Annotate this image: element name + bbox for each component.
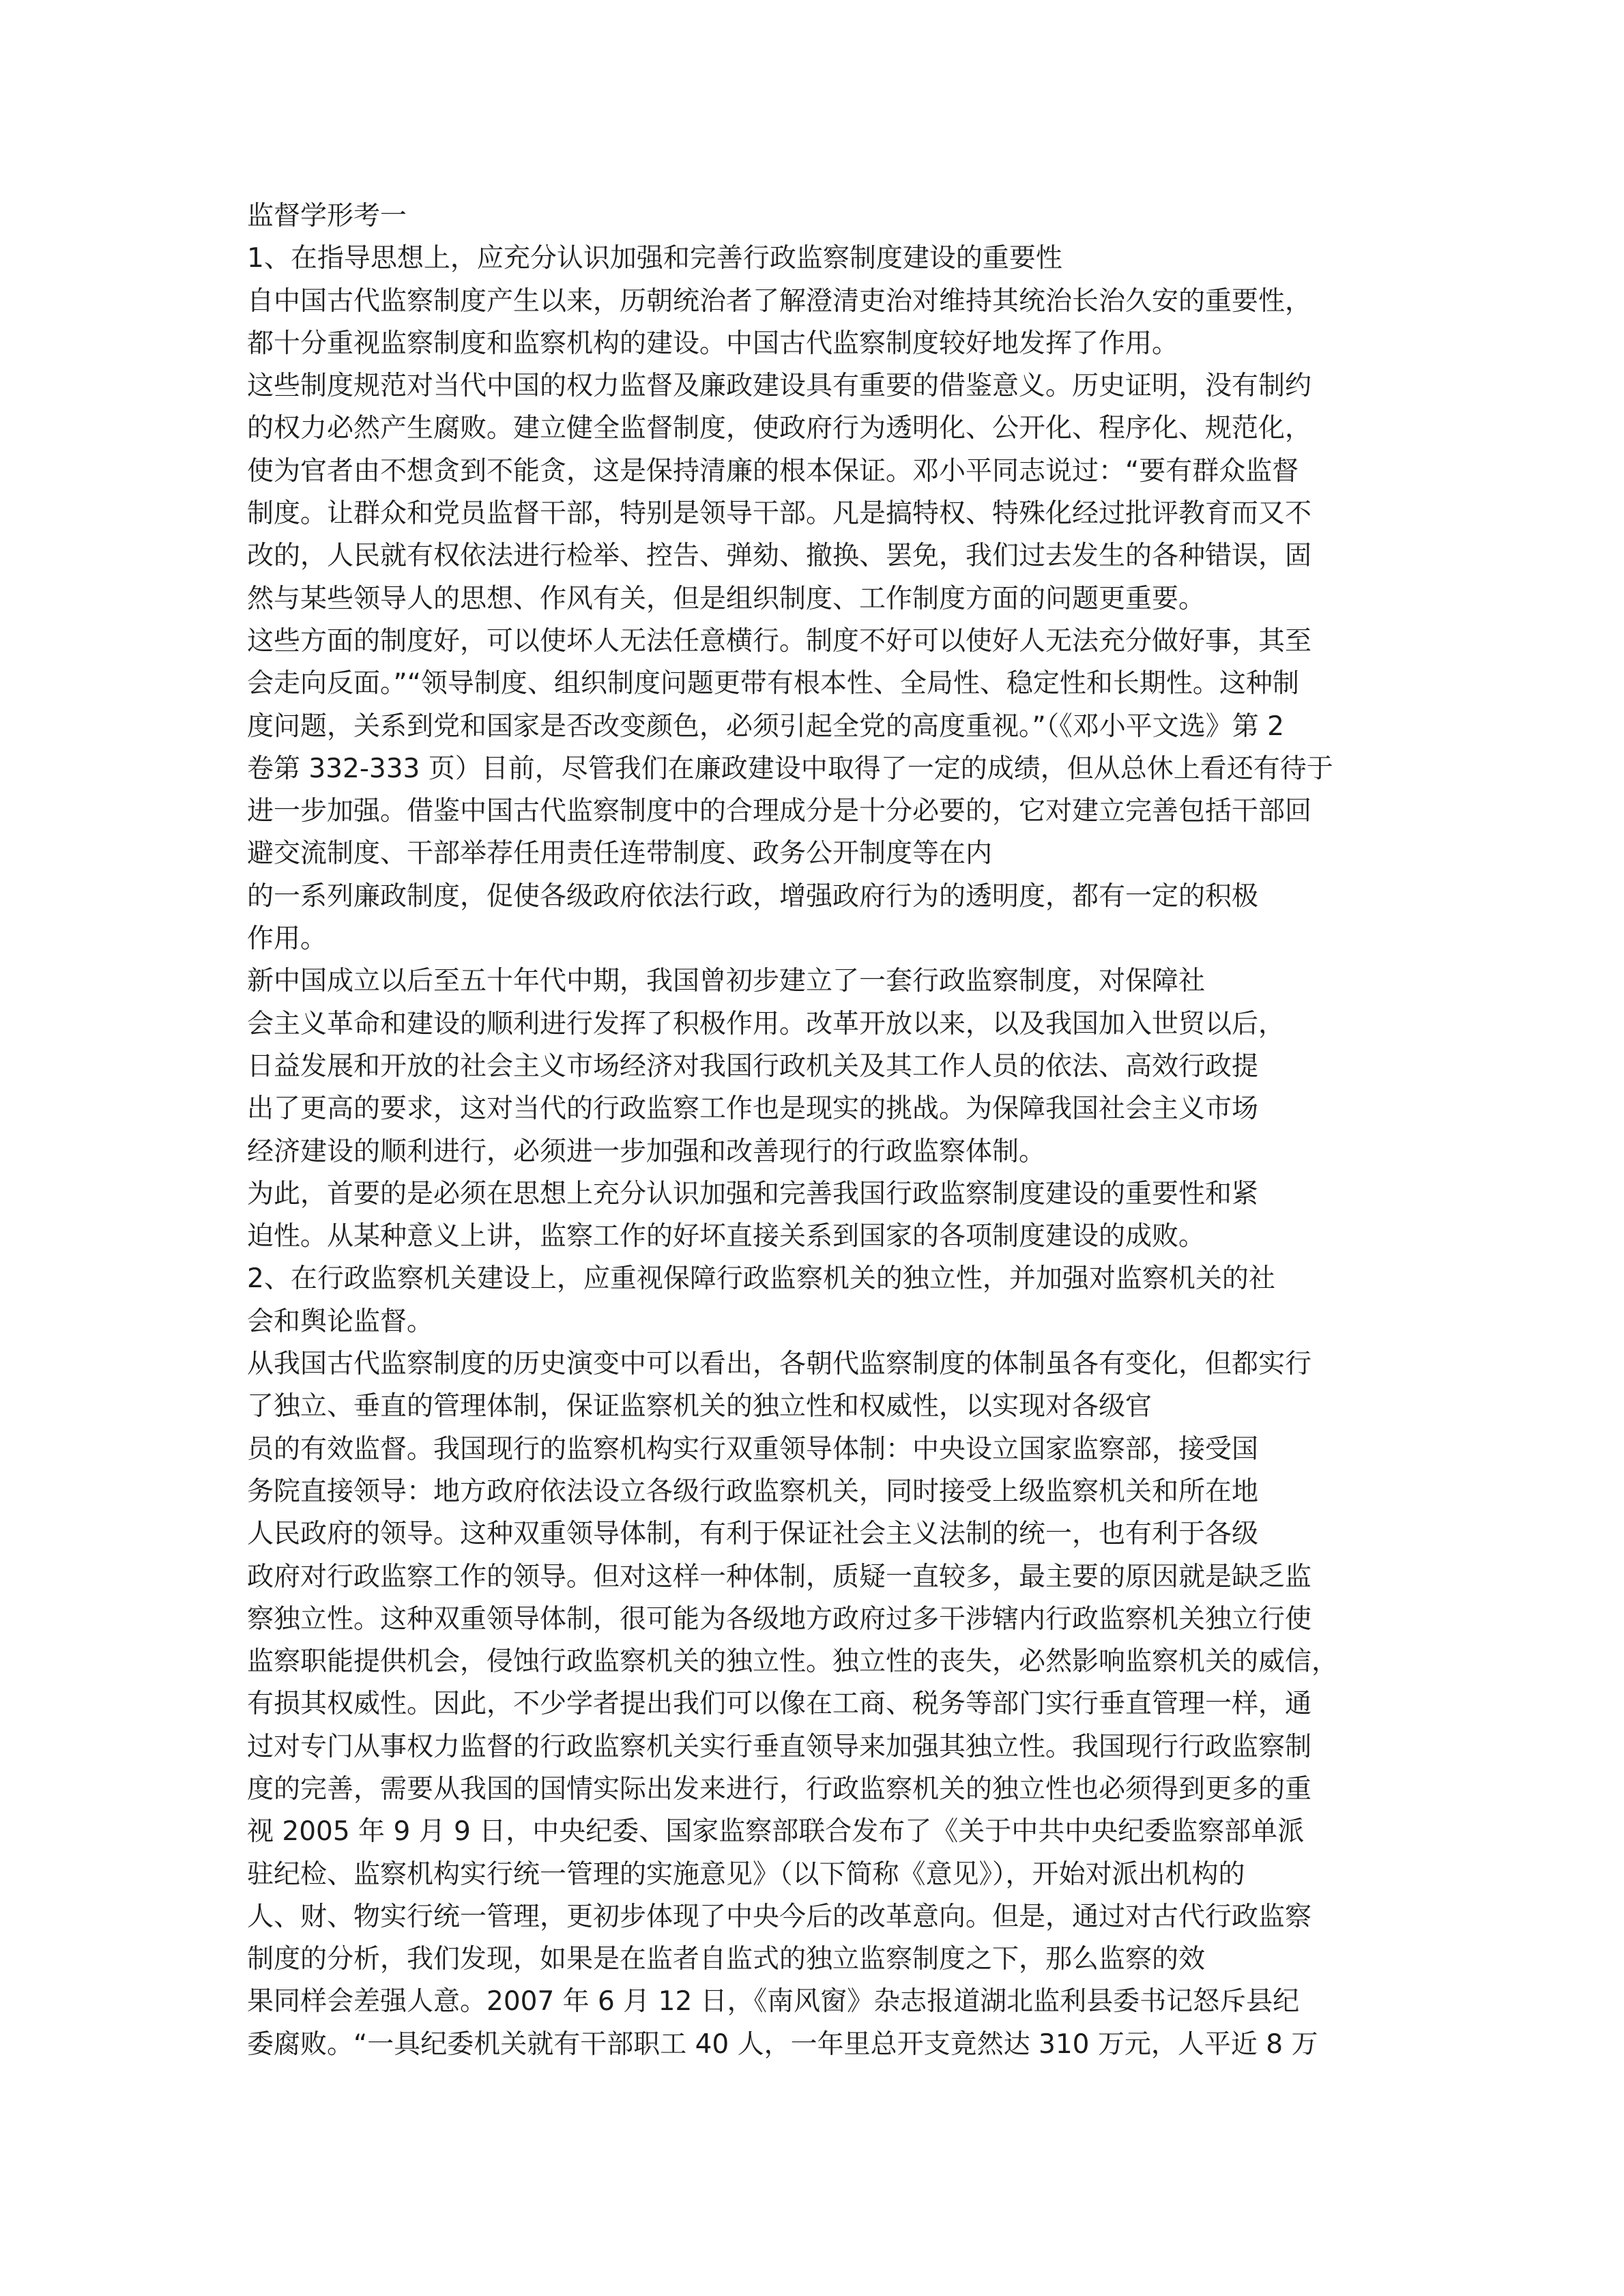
text-line: 都十分重视监察制度和监察机构的建设。中国古代监察制度较好地发挥了作用。 bbox=[247, 328, 1179, 359]
text-line: 度问题，关系到党和国家是否改变颜色，必须引起全党的高度重视。”（《邓小平文选》第 2 bbox=[247, 711, 1284, 742]
text-line: 务院直接领导：地方政府依法设立各级行政监察机关，同时接受上级监察机关和所在地 bbox=[247, 1476, 1259, 1507]
text-line: 制度的分析，我们发现，如果是在监者自监式的独立监察制度之下，那么监察的效 bbox=[247, 1944, 1206, 1975]
text-line: 卷第 332-333 页）目前，尽管我们在廉政建设中取得了一定的成绩，但从总休上看还有待于 bbox=[247, 753, 1333, 784]
text-line: 了独立、垂直的管理体制，保证监察机关的独立性和权威性，以实现对各级官 bbox=[247, 1391, 1152, 1422]
text-line: 改的，人民就有权依法进行检举、控告、弹劾、撤换、罢免，我们过去发生的各种错误，固 bbox=[247, 541, 1312, 572]
text-line: 新中国成立以后至五十年代中期，我国曾初步建立了一套行政监察制度，对保障社 bbox=[247, 966, 1206, 997]
document-body bbox=[247, 195, 1393, 2108]
text-line: 有损其权威性。因此，不少学者提出我们可以像在工商、税务等部门实行垂直管理一样，通 bbox=[247, 1689, 1312, 1720]
text-line: 委腐败。“一具纪委机关就有干部职工 40 人，一年里总开支竟然达 310 万元，人平近 8 万 bbox=[247, 2028, 1318, 2060]
text-line: 这些方面的制度好，可以使坏人无法任意横行。制度不好可以使好人无法充分做好事，其至 bbox=[247, 625, 1312, 657]
text-line: 避交流制度、干部举荐任用责任连带制度、政务公开制度等在内 bbox=[247, 838, 993, 870]
text-line bbox=[247, 2066, 1393, 2108]
text-line: 日益发展和开放的社会主义市场经济对我国行政机关及其工作人员的依法、高效行政提 bbox=[247, 1050, 1259, 1082]
text-line: 过对专门从事权力监督的行政监察机关实行垂直领导来加强其独立性。我国现行行政监察制 bbox=[247, 1731, 1312, 1762]
text-line: 人、财、物实行统一管理，更初步体现了中央今后的改革意向。但是，通过对古代行政监察 bbox=[247, 1901, 1312, 1932]
text-line: 监察职能提供机会，侵蚀行政监察机关的独立性。独立性的丧失，必然影响监察机关的威信， bbox=[247, 1646, 1339, 1678]
text-line: 的权力必然产生腐败。建立健全监督制度，使政府行为透明化、公开化、程序化、规范化， bbox=[247, 413, 1312, 444]
text-line: 驻纪检、监察机构实行统一管理的实施意见》（以下简称《意见》），开始对派出机构的 bbox=[247, 1859, 1245, 1890]
text-line: 为此，首要的是必须在思想上充分认识加强和完善我国行政监察制度建设的重要性和紧 bbox=[247, 1178, 1259, 1209]
text-line: 度的完善，需要从我国的国情实际出发来进行，行政监察机关的独立性也必须得到更多的重 bbox=[247, 1773, 1312, 1805]
text-line: 进一步加强。借鉴中国古代监察制度中的合理成分是十分必要的，它对建立完善包括干部回 bbox=[247, 796, 1312, 827]
document-title: 监督学形考一 bbox=[247, 201, 407, 231]
text-line: 自中国古代监察制度产生以来，历朝统治者了解澄清吏治对维持其统治长治久安的重要性， bbox=[247, 285, 1312, 317]
text-line: 出了更高的要求，这对当代的行政监察工作也是现实的挑战。为保障我国社会主义市场 bbox=[247, 1093, 1259, 1125]
text-line: 然与某些领导人的思想、作风有关，但是组织制度、工作制度方面的问题更重要。 bbox=[247, 583, 1206, 614]
text-line: 作用。 bbox=[247, 923, 328, 955]
text-line: 制度。让群众和党员监督干部，特别是领导干部。凡是搞特权、特殊化经过批评教育而又不 bbox=[247, 498, 1312, 530]
text-line: 政府对行政监察工作的领导。但对这样一种体制，质疑一直较多，最主要的原因就是缺乏监 bbox=[247, 1561, 1312, 1592]
section-heading-1: 1、在指导思想上，应充分认识加强和完善行政监察制度建设的重要性 bbox=[247, 243, 1062, 274]
text-line: 察独立性。这种双重领导体制，很可能为各级地方政府过多干涉辖内行政监察机关独立行使 bbox=[247, 1603, 1312, 1635]
text-line: 的一系列廉政制度，促使各级政府依法行政，增强政府行为的透明度，都有一定的积极 bbox=[247, 880, 1259, 912]
text-line: 经济建设的顺利进行，必须进一步加强和改善现行的行政监察体制。 bbox=[247, 1136, 1046, 1167]
text-line: 使为官者由不想贪到不能贪，这是保持清廉的根本保证。邓小平同志说过：“要有群众监督 bbox=[247, 455, 1299, 487]
text-line: 会走向反面。”“领导制度、组织制度问题更带有根本性、全局性、稳定性和长期性。这种制 bbox=[247, 668, 1299, 700]
text-line: 人民政府的领导。这种双重领导体制，有利于保证社会主义法制的统一，也有利于各级 bbox=[247, 1519, 1259, 1550]
text-line: 会和舆论监督。 bbox=[247, 1306, 434, 1337]
text-line: 果同样会差强人意。2007 年 6 月 12 日，《南风窗》杂志报道湖北监利县委书记怒斥县纪 bbox=[247, 1986, 1300, 2018]
text-line: 员的有效监督。我国现行的监察机构实行双重领导体制：中央设立国家监察部，接受国 bbox=[247, 1433, 1259, 1465]
text-line: 从我国古代监察制度的历史演变中可以看出，各朝代监察制度的体制虽各有变化，但都实行 bbox=[247, 1349, 1312, 1380]
text-line: 这些制度规范对当代中国的权力监督及廉政建设具有重要的借鉴意义。历史证明，没有制约 bbox=[247, 371, 1312, 402]
text-line: 视 2005 年 9 月 9 日，中央纪委、国家监察部联合发布了《关于中共中央纪委监察部单派 bbox=[247, 1816, 1305, 1848]
section-heading-2: 2、在行政监察机关建设上，应重视保障行政监察机关的独立性，并加强对监察机关的社 bbox=[247, 1263, 1275, 1295]
text-line: 会主义革命和建设的顺利进行发挥了积极作用。改革开放以来，以及我国加入世贸以后， bbox=[247, 1008, 1286, 1039]
text-line: 迫性。从某种意义上讲，监察工作的好坏直接关系到国家的各项制度建设的成败。 bbox=[247, 1221, 1206, 1252]
